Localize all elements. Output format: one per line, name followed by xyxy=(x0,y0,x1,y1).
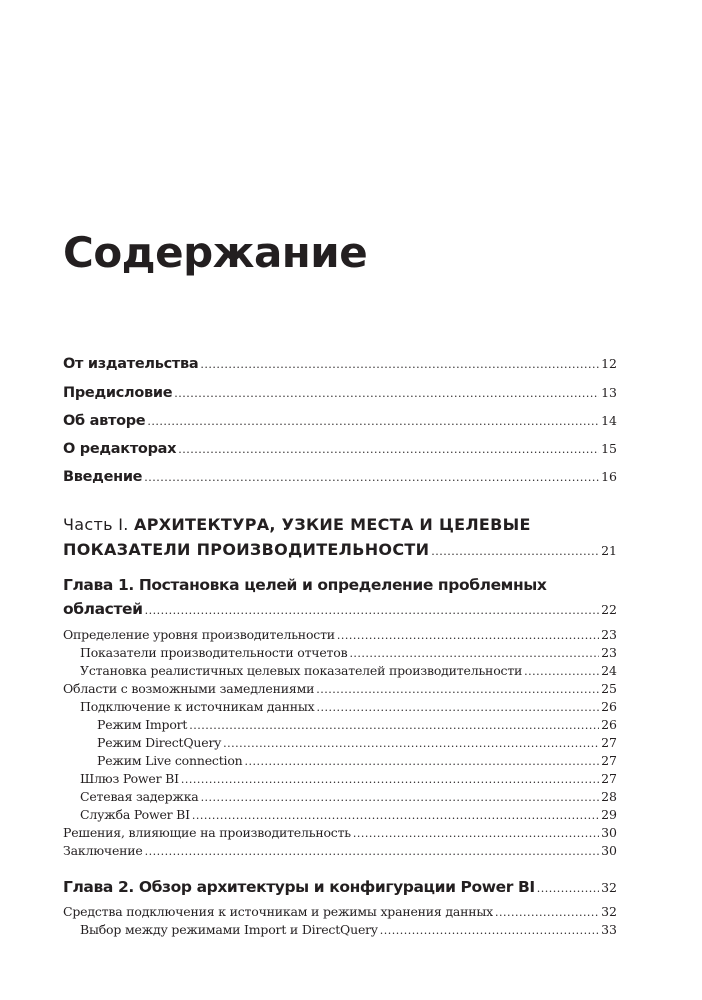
dot-leader xyxy=(145,604,599,617)
toc-entry-page: 21 xyxy=(601,543,617,558)
toc-entry-page: 28 xyxy=(601,789,617,804)
toc-entry-title: Об авторе xyxy=(63,413,146,429)
chapter-heading-line1: Глава 1. Постановка целей и определение проблемных xyxy=(63,576,547,594)
toc-entry-page: 30 xyxy=(601,825,617,840)
dot-leader xyxy=(353,827,599,840)
toc-entry-page: 27 xyxy=(601,753,617,768)
dot-leader xyxy=(495,906,599,919)
toc-entry-page: 16 xyxy=(601,469,617,484)
dot-leader xyxy=(201,791,600,804)
toc-subsection[interactable] xyxy=(63,699,617,714)
toc-entry-title: Показатели производительности отчетов xyxy=(80,645,348,660)
toc-entry-preface[interactable] xyxy=(63,385,617,401)
toc-entry-title: Установка реалистичных целевых показателей производительности xyxy=(80,663,523,678)
toc-entry-page: 24 xyxy=(601,663,617,678)
dot-leader xyxy=(145,845,599,858)
toc-section[interactable] xyxy=(63,904,617,919)
toc-subsubsection[interactable] xyxy=(63,735,617,750)
toc-entry-title: Области с возможными замедлениями xyxy=(63,681,315,696)
toc-entry-page: 25 xyxy=(601,681,617,696)
toc-entry-introduction[interactable] xyxy=(63,469,617,485)
dot-leader xyxy=(337,629,599,642)
toc-entry-page: 27 xyxy=(601,735,617,750)
chapter-heading-line2 xyxy=(63,600,617,618)
toc-subsection[interactable] xyxy=(63,645,617,660)
toc-entry-title: Решения, влияющие на производительность xyxy=(63,825,351,840)
toc-entry-page: 29 xyxy=(601,807,617,822)
toc-entry-page: 13 xyxy=(601,385,617,400)
toc-subsection[interactable] xyxy=(63,771,617,786)
toc-entry-title: Служба Power BI xyxy=(80,807,190,822)
toc-chapter-2[interactable] xyxy=(63,878,617,896)
toc-subsection[interactable] xyxy=(63,663,617,678)
toc-subsubsection[interactable] xyxy=(63,717,617,732)
toc-entry-page: 12 xyxy=(601,356,617,371)
dot-leader xyxy=(431,545,599,558)
toc-section[interactable] xyxy=(63,843,617,858)
toc-entry-page: 33 xyxy=(601,922,617,937)
toc-entry-title: Подключение к источникам данных xyxy=(80,699,315,714)
dot-leader xyxy=(189,719,599,732)
toc-entry-title: Средства подключения к источникам и режимы хранения данных xyxy=(63,904,494,919)
toc-entry-title: О редакторах xyxy=(63,441,177,457)
dot-leader xyxy=(537,882,599,895)
part-heading-line1 xyxy=(63,515,531,534)
toc-entry-title: Выбор между режимами Import и DirectQuery xyxy=(80,922,378,937)
toc-section[interactable] xyxy=(63,627,617,642)
dot-leader xyxy=(223,737,599,750)
toc-entry-page: 32 xyxy=(601,904,617,919)
toc-entry-page: 23 xyxy=(601,645,617,660)
toc-entry-title: Шлюз Power BI xyxy=(80,771,179,786)
dot-leader xyxy=(317,701,600,714)
toc-entry-title: От издательства xyxy=(63,356,199,372)
part-heading-line2 xyxy=(63,540,617,559)
toc-entry-author[interactable] xyxy=(63,413,617,429)
toc-section[interactable] xyxy=(63,681,617,696)
toc-entry-title: Определение уровня производительности xyxy=(63,627,335,642)
dot-leader xyxy=(524,665,599,678)
toc-entry-publisher[interactable] xyxy=(63,356,617,372)
toc-entry-page: 23 xyxy=(601,627,617,642)
toc-entry-title: Сетевая задержка xyxy=(80,789,199,804)
part-label: Часть I. xyxy=(63,515,129,534)
toc-entry-page: 14 xyxy=(601,413,617,428)
part-title-line1: АРХИТЕКТУРА, УЗКИЕ МЕСТА И ЦЕЛЕВЫЕ xyxy=(134,515,531,534)
toc-entry-page: 15 xyxy=(601,441,617,456)
toc-entry-title: Режим DirectQuery xyxy=(97,735,222,750)
toc-subsubsection[interactable] xyxy=(63,753,617,768)
toc-entry-title: Введение xyxy=(63,469,143,485)
toc-entry-title: Заключение xyxy=(63,843,143,858)
page-title: Содержание xyxy=(63,228,368,277)
dot-leader xyxy=(181,773,599,786)
toc-entry-page: 32 xyxy=(601,880,617,895)
toc-entry-title: Предисловие xyxy=(63,385,173,401)
dot-leader xyxy=(200,358,599,371)
dot-leader xyxy=(174,387,599,400)
dot-leader xyxy=(147,415,599,428)
dot-leader xyxy=(245,755,600,768)
toc-entry-page: 26 xyxy=(601,699,617,714)
dot-leader xyxy=(192,809,599,822)
dot-leader xyxy=(316,683,599,696)
toc-subsection[interactable] xyxy=(63,789,617,804)
part-title-line2: ПОКАЗАТЕЛИ ПРОИЗВОДИТЕЛЬНОСТИ xyxy=(63,540,430,559)
toc-section[interactable] xyxy=(63,825,617,840)
toc-entry-editors[interactable] xyxy=(63,441,617,457)
chapter-title-line2: областей xyxy=(63,600,143,618)
toc-entry-page: 26 xyxy=(601,717,617,732)
dot-leader xyxy=(144,471,599,484)
toc-entry-page: 22 xyxy=(601,602,617,617)
toc-entry-title: Режим Import xyxy=(97,717,188,732)
toc-subsection[interactable] xyxy=(63,807,617,822)
toc-entry-title: Режим Live connection xyxy=(97,753,243,768)
dot-leader xyxy=(349,647,599,660)
toc-subsection[interactable] xyxy=(63,922,617,937)
dot-leader xyxy=(380,924,599,937)
dot-leader xyxy=(178,443,599,456)
toc-entry-page: 30 xyxy=(601,843,617,858)
toc-entry-page: 27 xyxy=(601,771,617,786)
toc-entry-title: Глава 2. Обзор архитектуры и конфигурации Power BI xyxy=(63,878,535,896)
